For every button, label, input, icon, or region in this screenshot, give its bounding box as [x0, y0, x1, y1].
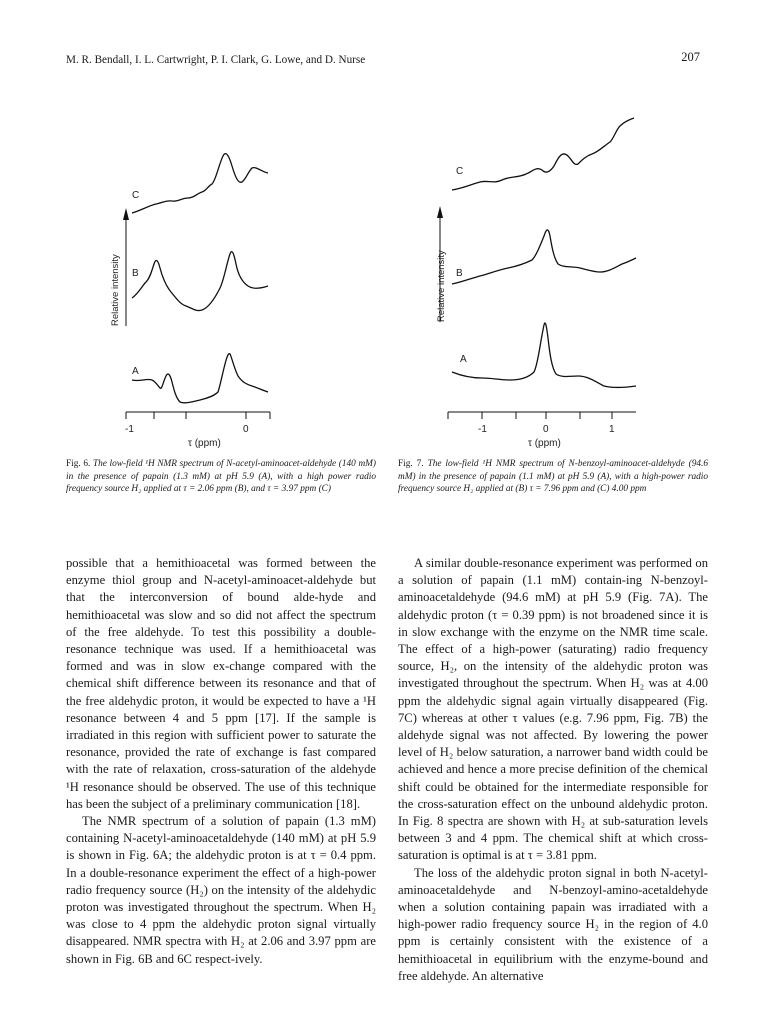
page-header [66, 50, 700, 70]
figure-7 [428, 86, 660, 454]
page-number: 207 [681, 50, 700, 64]
fig6-trace-a [132, 354, 268, 403]
fig7-trace-c [452, 118, 634, 190]
left-paragraph-1: possible that a hemithioacetal was formed between the enzyme thiol group and N-acetyl-aminoacet-aldehyde but that the interconversion of bound alde-hyde and hemithioacetal was slow and so did not affect the spectrum of the free aldehyde. To test this possibility a double-resonance technique was used. If a hemithioacetal was formed and was in slow ex-change compared with the chemical shift difference between its resonance and that of the free aldehydic proton, it would be expected to have a ¹H resonance between 4 and 5 ppm [17]. If the sample is irradiated in this region with sufficient power to saturate the resonance, provided the rate of exchange is fast compared with the rate of relaxation, cross-saturation of the aldehyde ¹H resonance should be observed. The use of this technique has been the subject of a preliminary communication [18]. [66, 556, 376, 811]
fig7-caption-text: The low-field ¹H NMR spectrum of N-benzoyl-aminoacet-aldehyde (94.6 mM) in the presence of papain (1.1 mM) at pH 5.9 (A), with a high-power radio frequency source H₂ applied at (B) τ = 7.96 ppm and (C) 4.00 ppm [398, 459, 708, 495]
running-head-authors: M. R. Bendall, I. L. Cartwright, P. I. Clark, G. Lowe, and D. Nurse [66, 54, 366, 66]
fig6-caption-number: Fig. 6. [66, 459, 91, 469]
fig6-label-a: A [132, 366, 139, 377]
fig6-label-c: C [132, 190, 140, 201]
figure-7-caption [398, 458, 708, 496]
fig6-y-axis-label: Relative intensity [110, 254, 121, 326]
fig7-x-tick-label-0: 0 [543, 424, 549, 435]
right-text-column [398, 555, 708, 985]
fig6-trace-c [132, 154, 268, 213]
fig6-caption-text: The low-field ¹H NMR spectrum of N-acetyl-aminoacet-aldehyde (140 mM) in the presence of papain (1.3 mM) at pH 5.9 (A), with a high power radio frequency source H₂ applied at τ = 2.06 ppm (B), and τ = 3.97 ppm (C) [66, 459, 376, 495]
fig7-trace-b [452, 230, 636, 284]
right-paragraph-2: The loss of the aldehydic proton signal in both N-acetyl-aminoacetaldehyde and N-benzoyl-amino-acetaldehyde when a solution containing papain was irradiated with a high-power radio frequency source H₂ in the region of 4.0 ppm is certainly consistent with the existence of a hemithioacetal in equilibrium with the enzyme-bound and free aldehyde. An alternative [398, 865, 708, 983]
fig7-x-tick-label-1: 1 [609, 424, 615, 435]
fig6-trace-b [132, 252, 268, 311]
fig7-x-tick-label-neg1: -1 [478, 424, 487, 435]
figure-6 [96, 86, 306, 454]
fig6-label-b: B [132, 268, 139, 279]
figure-7-plot [428, 86, 660, 454]
figure-6-caption [66, 458, 376, 496]
left-paragraph-2: The NMR spectrum of a solution of papain (1.3 mM) containing N-acetyl-aminoacetaldehyde (140 mM) at pH 5.9 is shown in Fig. 6A; the aldehydic proton is at τ = 0.4 ppm. In a double-resonance experiment the effect of a high-power radio frequency source (H₂) on the intensity of the aldehydic proton was investigated throughout the spectrum. When H₂ was close to 4 ppm the aldehydic proton signal virtually disappeared. NMR spectra with H₂ at 2.06 and 3.97 ppm are shown in Fig. 6B and 6C respect-ively. [66, 814, 376, 966]
fig7-x-axis-label: τ (ppm) [528, 438, 561, 449]
fig7-label-c: C [456, 166, 464, 177]
left-text-column [66, 555, 376, 968]
fig6-arrowhead-icon [123, 208, 129, 220]
fig7-y-axis-label: Relative intensity [436, 250, 447, 322]
fig6-x-axis-label: τ (ppm) [188, 438, 221, 449]
fig6-x-tick-label-neg1: -1 [125, 424, 134, 435]
fig7-caption-number: Fig. 7. [398, 459, 424, 469]
fig7-arrowhead-icon [437, 206, 443, 218]
right-paragraph-1: A similar double-resonance experiment was performed on a solution of papain (1.1 mM) contain-ing N-benzoyl-aminoacetaldehyde (94.6 mM) at pH 5.9 (Fig. 7A). The aldehydic proton (τ = 0.39 ppm) is not broadened since it is in slow exchange with the enzyme on the NMR time scale. The effect of a high-power (saturating) radio frequency source, H₂, on the intensity of the aldehydic proton was investigated throughout the spectrum. When H₂ was at 4.00 ppm the aldehydic signal again virtually disappeared (Fig. 7C) whereas at other τ values (e.g. 7.96 ppm, Fig. 7B) the aldehyde signal was not affected. By lowering the power level of H₂ below saturation, a narrower band width could be achieved and hence a more precise definition of the chemical shift could be obtained for the intermediate responsible for the cross-saturation effect on the unbound aldehydic proton. In Fig. 8 spectra are shown with H₂ at sub-saturation levels between 3 and 4 ppm. The chemical shift at which cross-saturation is optimal is at τ = 3.81 ppm. [398, 556, 708, 863]
fig7-trace-a [452, 323, 636, 387]
fig7-label-b: B [456, 268, 463, 279]
fig7-label-a: A [460, 354, 467, 365]
fig6-x-tick-label-0: 0 [243, 424, 249, 435]
figure-6-plot [96, 86, 306, 454]
